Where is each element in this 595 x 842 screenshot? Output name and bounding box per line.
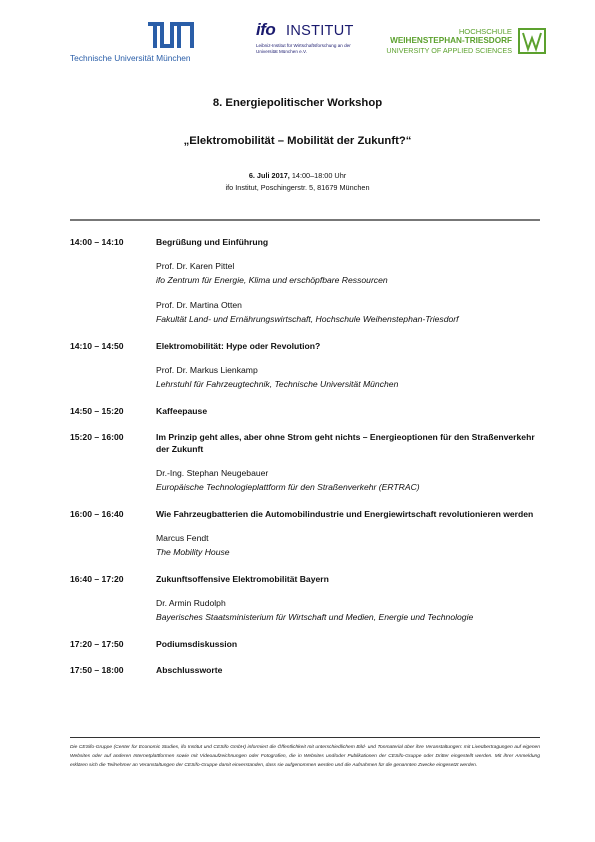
page-title: 8. Energiepolitischer Workshop: [212, 97, 383, 109]
ifo-logo-tagline: Leibniz-Institut für Wirtschaftsforschung an der Universität München e.V.: [256, 43, 351, 54]
tum-logo: [70, 22, 198, 64]
speaker-name: Dr.-Ing. Stephan Neugebauer: [156, 468, 269, 478]
program-slot: [70, 638, 540, 650]
footer-disclaimer: Die CESifo-Gruppe (Center for Economic Studies, ifo Institut und CESifo GmbH) informiert die Öffentlichkeit mit unterschiedlichem Bild- und Tonmaterial über ihre Veranstaltungen: mit Liveübertragungen auf eigenen Websites oder auf anderen Internetplattformen sowie mit Videoaufzeichnungen oder Fotografien, die in Websites und/oder Publikationen der CESifo-Gruppe oder Dritter eingestellt werden. Mit ihrer Anmeldung erklären sich die Teilnehmer an Veranstaltungen der CESifo-Gruppe damit einverstanden, dass sie aufgenommen werden und die Aufnahmen für die genannten Zwecke eingesetzt werden.: [70, 745, 540, 768]
hochschule-logo-line3: UNIVERSITY OF APPLIED SCIENCES: [386, 46, 512, 55]
speaker: [156, 467, 540, 494]
header-divider: [70, 219, 540, 221]
speaker-affiliation: Lehrstuhl für Fahrzeugtechnik, Technische Universität München: [156, 378, 399, 389]
program-slot: [70, 664, 540, 676]
program-slot: [70, 573, 540, 624]
slot-title: Wie Fahrzeugbatterien die Automobilindustrie und Energiewirtschaft revolutionieren werden: [156, 509, 534, 519]
speaker-name: Prof. Dr. Markus Lienkamp: [156, 365, 258, 375]
event-date: [0, 171, 595, 180]
speaker-name: Marcus Fendt: [156, 533, 209, 543]
speaker-name: Prof. Dr. Martina Otten: [156, 300, 242, 310]
hochschule-logo-line1: HOCHSCHULE: [458, 27, 512, 36]
slot-title: Elektromobilität: Hype oder Revolution?: [156, 341, 321, 351]
speaker-affiliation: ifo Zentrum für Energie, Klima und erschöpfbare Ressourcen: [156, 274, 388, 285]
slot-time: 14:10 – 14:50: [70, 341, 124, 351]
hochschule-logo-mark: [518, 28, 546, 54]
slot-time: 17:50 – 18:00: [70, 665, 124, 675]
event-venue: ifo Institut, Poschingerstr. 5, 81679 München: [225, 183, 370, 192]
speaker: [156, 597, 540, 624]
footer-divider: [70, 737, 540, 738]
ifo-logo-institute: INSTITUT: [286, 23, 354, 39]
speaker: [156, 364, 540, 391]
hochschule-logo-line2: WEIHENSTEPHAN-TRIESDORF: [390, 36, 512, 45]
tum-logo-mark: [148, 22, 194, 48]
speaker-name: Prof. Dr. Karen Pittel: [156, 261, 235, 271]
hochschule-logo: [386, 27, 546, 63]
slot-title: Kaffeepause: [156, 406, 208, 416]
slot-title: Begrüßung und Einführung: [156, 237, 269, 247]
program-slot: [70, 508, 540, 559]
program-slot: [70, 405, 540, 417]
speaker: [156, 260, 540, 287]
speaker-affiliation: Bayerisches Staatsministerium für Wirtschaft und Medien, Energie und Technologie: [156, 611, 474, 622]
program-slot: [70, 236, 540, 326]
tum-logo-caption: Technische Universität München: [70, 53, 191, 63]
program-slot: [70, 340, 540, 391]
speaker-name: Dr. Armin Rudolph: [156, 598, 226, 608]
speaker: [156, 532, 540, 559]
program-list: [70, 236, 540, 690]
slot-time: 16:40 – 17:20: [70, 574, 124, 584]
slot-time: 14:50 – 15:20: [70, 406, 124, 416]
speaker-affiliation: Fakultät Land- und Ernährungswirtschaft, Hochschule Weihenstephan-Triesdorf: [156, 313, 459, 324]
slot-time: 17:20 – 17:50: [70, 639, 124, 649]
speaker-affiliation: The Mobility House: [156, 546, 230, 557]
slot-time: 16:00 – 16:40: [70, 509, 124, 519]
speaker-affiliation: Europäische Technologieplattform für den Straßenverkehr (ERTRAC): [156, 481, 420, 492]
event-time: 14:00–18:00 Uhr: [289, 171, 347, 180]
slot-time: 15:20 – 16:00: [70, 432, 124, 442]
slot-title: Zukunftsoffensive Elektromobilität Bayern: [156, 574, 329, 584]
ifo-logo-word: ifo: [256, 20, 276, 39]
slot-title: Im Prinzip geht alles, aber ohne Strom geht nichts – Energieoptionen für den Straßenverkehr der Zukunft: [156, 432, 535, 454]
slot-title: Abschlussworte: [156, 665, 223, 675]
page-subtitle: „Elektromobilität – Mobilität der Zukunft?“: [183, 135, 412, 147]
event-date-day: 6. Juli 2017,: [248, 171, 290, 180]
ifo-logo: [256, 22, 366, 62]
speaker: [156, 299, 540, 326]
slot-time: 14:00 – 14:10: [70, 237, 124, 247]
program-slot: [70, 431, 540, 494]
slot-title: Podiumsdiskussion: [156, 639, 238, 649]
